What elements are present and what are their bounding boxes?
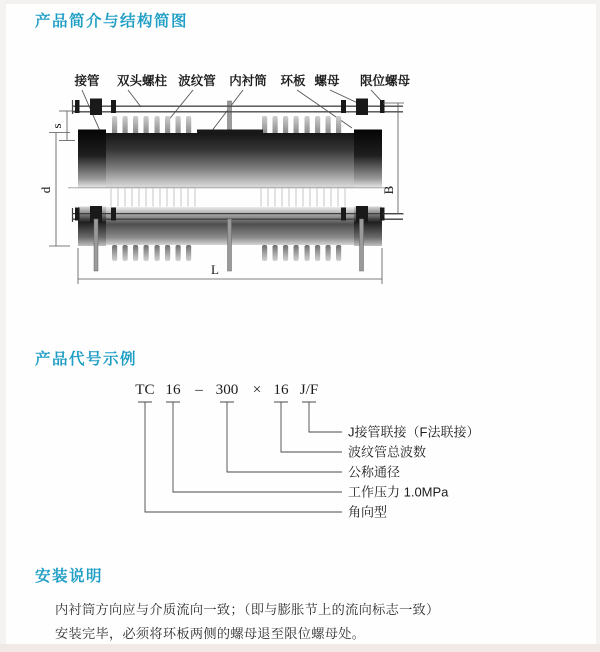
code-breakdown-diagram <box>130 378 540 538</box>
dim-label-s: s <box>49 123 64 129</box>
dim-label-b: B <box>381 185 396 195</box>
pipe-cap-right <box>354 130 382 188</box>
code-part-pressure: 16 <box>165 381 181 398</box>
code-part-waves: 16 <box>273 381 289 398</box>
part-label-pipe: 接管 <box>74 74 100 88</box>
code-annotation-connection: J接管联接（F法联接） <box>348 424 480 440</box>
part-label-ring-plate: 环板 <box>280 74 306 88</box>
install-instruction-line: 内衬筒方向应与介质流向一致；（即与膨胀节上的流向标志一致） <box>55 602 440 617</box>
part-labels <box>73 73 410 88</box>
code-part-dash: – <box>195 381 203 398</box>
bellows-back-lines <box>111 189 345 207</box>
part-label-limit-nut: 限位螺母 <box>359 74 411 88</box>
code-annotation-waves: 波纹管总波数 <box>348 444 427 460</box>
heading-code-example: 产品代号示例 <box>35 351 138 368</box>
structure-diagram <box>30 58 460 300</box>
part-label-stud: 双头螺柱 <box>116 74 168 88</box>
code-part-times: × <box>252 381 262 398</box>
code-string <box>135 381 318 398</box>
dim-label-l: L <box>211 262 219 277</box>
code-part-diameter: 300 <box>215 381 239 398</box>
part-label-bellows: 波纹管 <box>178 74 216 88</box>
heading-install: 安装说明 <box>35 568 104 585</box>
liner-band <box>197 130 263 136</box>
install-instruction-line: 安装完毕，必须将环板两侧的螺母退至限位螺母处。 <box>55 626 366 641</box>
dimension-b <box>383 103 404 214</box>
scan-edge-top <box>0 0 600 4</box>
scan-edge-left <box>0 0 6 652</box>
code-annotation-pressure: 工作压力 1.0MPa <box>348 484 449 500</box>
scan-edge-bottom <box>0 644 600 652</box>
shell-upper <box>78 130 382 188</box>
part-label-liner: 内衬筒 <box>229 74 267 88</box>
scan-edge-right <box>596 0 600 652</box>
heading-product-intro: 产品简介与结构简图 <box>35 13 189 30</box>
code-connector-lines <box>138 402 342 512</box>
code-annotations <box>348 425 479 520</box>
bellows-fins-lower <box>112 245 341 261</box>
code-part-connection: J/F <box>299 381 319 398</box>
dim-label-d: d <box>38 186 53 194</box>
part-label-nut: 螺母 <box>314 74 340 88</box>
pipe-cap-left <box>78 130 106 188</box>
code-annotation-diameter: 公称通径 <box>348 464 401 480</box>
code-part-type: TC <box>135 381 155 398</box>
code-annotation-type: 角向型 <box>348 504 388 520</box>
